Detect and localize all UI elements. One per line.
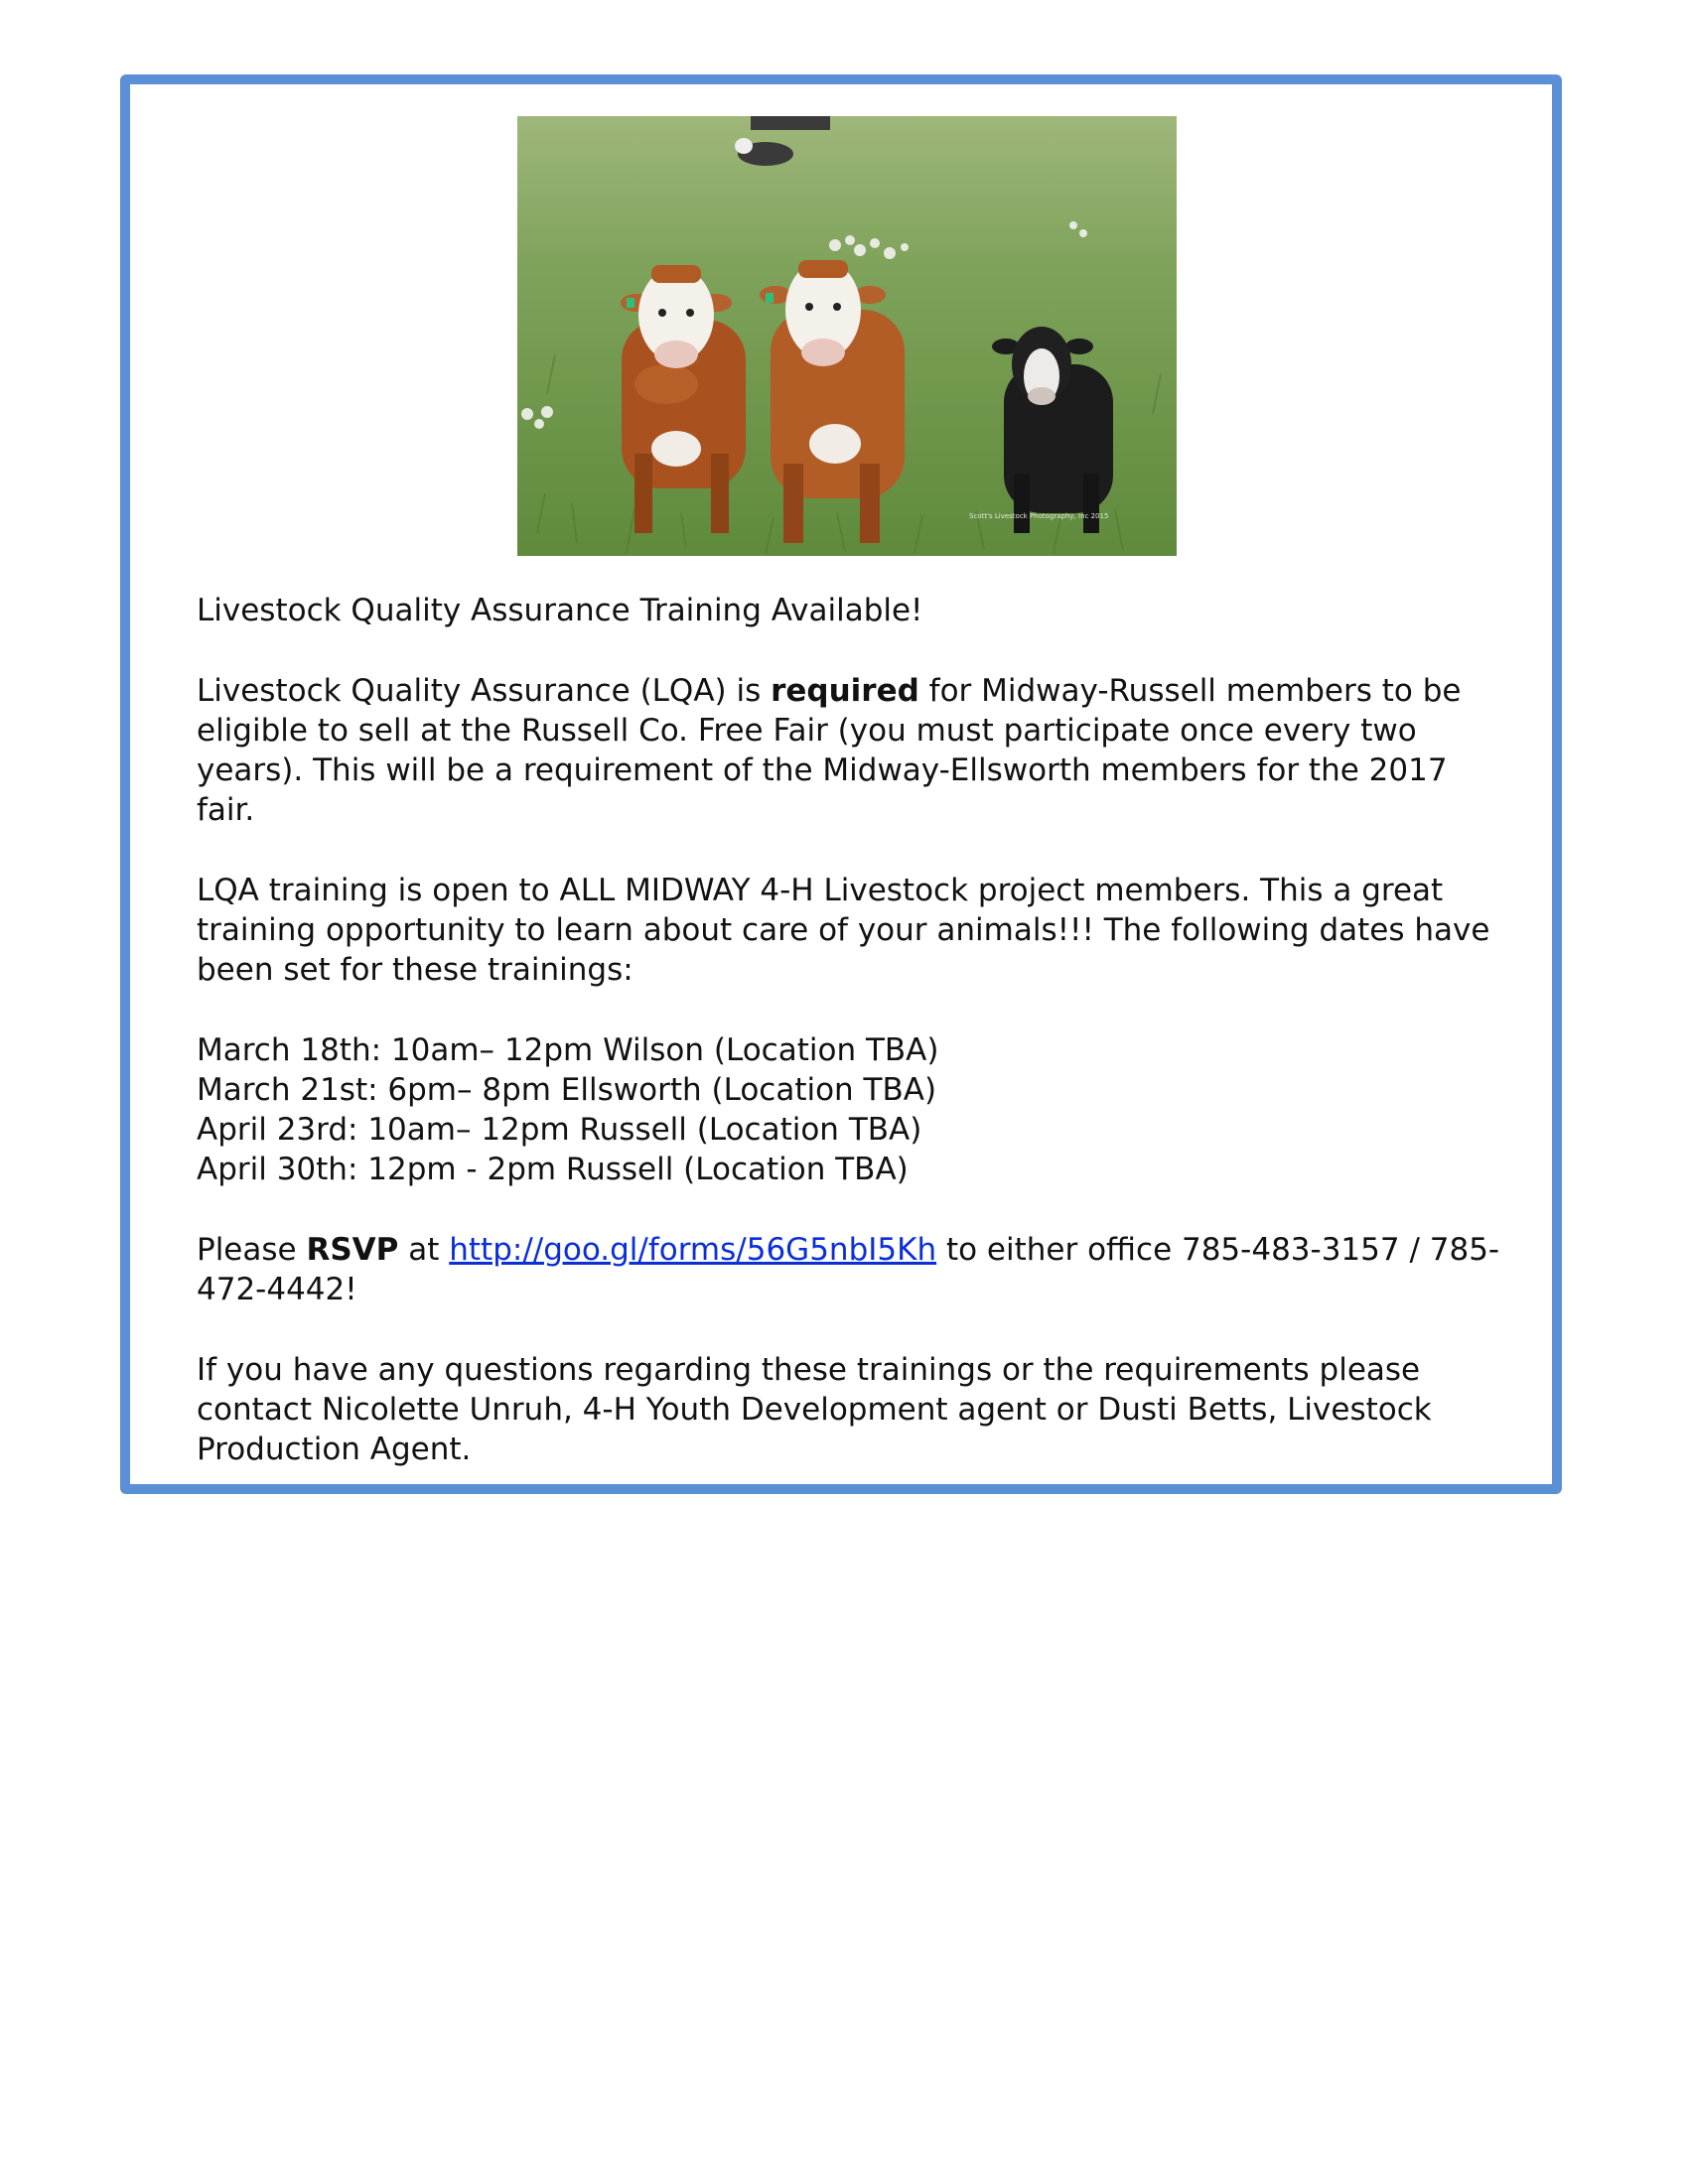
schedule-item: April 30th: 12pm - 2pm Russell (Location TBA) [197,1152,909,1187]
training-schedule [197,1030,1507,1189]
schedule-item: April 23rd: 10am– 12pm Russell (Location TBA) [197,1112,922,1148]
requirement-text-1: Livestock Quality Assurance (LQA) is [197,673,772,709]
rsvp-form-link[interactable]: http://goo.gl/forms/56G5nbI5Kh [449,1232,937,1268]
rsvp-emphasis: RSVP [306,1232,399,1268]
rsvp-paragraph [197,1230,1507,1309]
requirement-text-2: for Midway-Russell members to be eligible to sell at the Russell Co. Free Fair (you must participate once every two years). This will be a requirement of the Midway-Ellsworth members for the 2017 fair. [197,673,1462,828]
flyer-title: Livestock Quality Assurance Training Available! [197,593,923,628]
schedule-item: March 21st: 6pm– 8pm Ellsworth (Location TBA) [197,1072,937,1108]
cattle-photo-icon [517,116,1177,556]
training-paragraph: LQA training is open to ALL MIDWAY 4-H Livestock project members. This a great training opportunity to learn about care of your animals!!! The following dates have been set for these trainings: [197,873,1490,988]
photo-watermark: Scott's Livestock Photography, Inc 2015 [969,512,1109,520]
cattle-photo [517,116,1177,556]
flyer-frame [120,74,1562,1494]
contact-paragraph: If you have any questions regarding these trainings or the requirements please contact Nicolette Unruh, 4-H Youth Development agent or Dusti Betts, Livestock Production Agent. [197,1352,1432,1467]
rsvp-phone-text: to either office 785-483-3157 / 785-472-4442! [197,1232,1500,1307]
schedule-item: March 18th: 10am– 12pm Wilson (Location TBA) [197,1032,939,1068]
flyer-body [197,591,1507,1510]
required-emphasis: required [771,673,919,709]
rsvp-at: at [398,1232,450,1268]
rsvp-please: Please [197,1232,307,1268]
requirement-paragraph [197,671,1507,830]
